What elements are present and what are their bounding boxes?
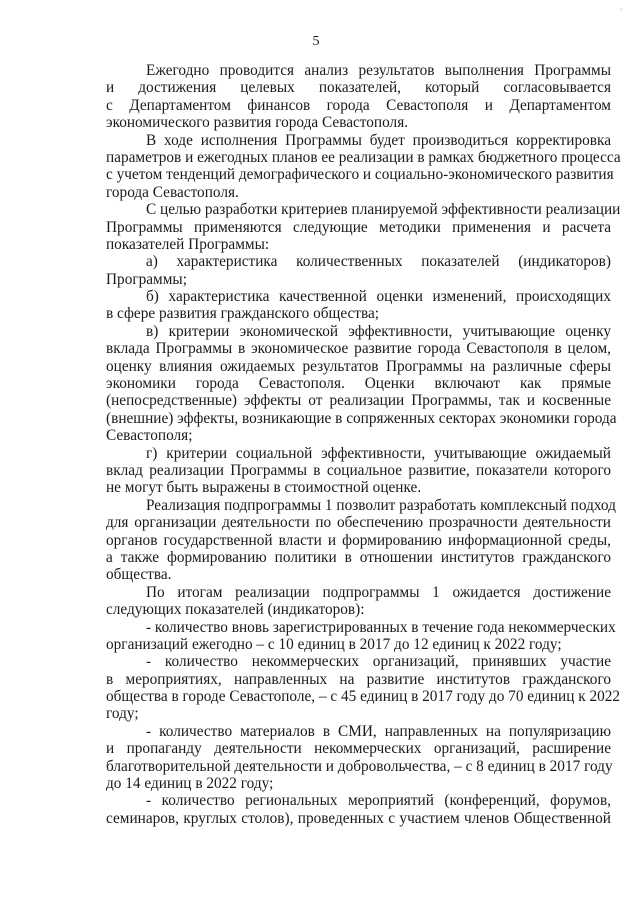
text-line: а также формированию политики в отношении институтов гражданского bbox=[106, 548, 611, 566]
body-text bbox=[106, 62, 621, 827]
text-line: показателей Программы: bbox=[106, 235, 270, 253]
text-line: следующих показателей (индикаторов): bbox=[106, 601, 365, 619]
text-line: Севастополя; bbox=[106, 427, 193, 445]
page-number: 5 bbox=[312, 34, 320, 49]
text-line: вклада Программы в экономическое развитие города Севастополя в целом, bbox=[106, 340, 611, 358]
text-line: города Севастополя. bbox=[106, 183, 239, 201]
text-line: в) критерии экономической эффективности, учитывающие оценку bbox=[146, 322, 611, 340]
text-line: б) характеристика качественной оценки изменений, происходящих bbox=[146, 288, 611, 306]
paragraph bbox=[106, 496, 616, 584]
text-line: параметров и ежегодных планов ее реализации в рамках бюджетного процесса bbox=[106, 148, 621, 166]
paragraph bbox=[106, 584, 611, 619]
margin-mark: ' bbox=[620, 7, 622, 17]
text-line: а) характеристика количественных показателей (индикаторов) bbox=[146, 253, 611, 271]
text-line: г) критерии социальной эффективности, учитывающие ожидаемый bbox=[146, 444, 611, 462]
text-line: Программы применяются следующие методики применения и расчета bbox=[106, 218, 611, 236]
paragraph bbox=[106, 288, 611, 323]
text-line: до 14 единиц в 2022 году; bbox=[106, 775, 274, 793]
text-line: с Департаментом финансов города Севастополя и Департаментом bbox=[106, 96, 611, 114]
text-line: с учетом тенденций демографического и социально-экономического развития bbox=[106, 166, 614, 184]
text-line: общества в городе Севастополе, – с 45 единиц в 2017 году до 70 единиц к 2022 bbox=[106, 688, 621, 706]
paragraph bbox=[106, 723, 611, 793]
text-line: и пропаганду деятельности некоммерческих организаций, расширение bbox=[106, 740, 611, 758]
text-line: не могут быть выражены в стоимостной оценке. bbox=[106, 479, 422, 497]
text-line: оценку влияния ожидаемых результатов Программы на различные сферы bbox=[106, 357, 611, 375]
text-line: и достижения целевых показателей, который согласовывается bbox=[106, 79, 611, 97]
paragraph bbox=[106, 322, 617, 445]
text-line: (непосредственные) эффекты от реализации Программы, так и косвенные bbox=[106, 392, 611, 410]
text-line: в мероприятиях, направленных на развитие институтов гражданского bbox=[106, 670, 611, 688]
text-line: В ходе исполнения Программы будет производиться корректировка bbox=[146, 131, 611, 149]
text-line: Реализация подпрограммы 1 позволит разработать комплексный подход bbox=[146, 496, 616, 514]
paragraph bbox=[106, 653, 621, 723]
text-line: - количество региональных мероприятий (конференций, форумов, bbox=[146, 792, 611, 810]
text-line: благотворительной деятельности и добровольчества, – с 8 единиц в 2017 году bbox=[106, 757, 613, 775]
paragraph bbox=[106, 253, 611, 288]
text-line: экономического развития города Севастополя. bbox=[106, 114, 409, 132]
text-line: - количество некоммерческих организаций, принявших участие bbox=[146, 653, 611, 671]
paragraph bbox=[106, 201, 621, 253]
text-line: - количество материалов в СМИ, направленных на популяризацию bbox=[146, 722, 611, 740]
paragraph bbox=[106, 131, 621, 202]
paragraph bbox=[106, 792, 611, 827]
paragraph bbox=[106, 62, 611, 132]
text-line: органов государственной власти и формированию информационной среды, bbox=[106, 531, 611, 549]
paragraph bbox=[106, 618, 616, 654]
text-line: экономики города Севастополя. Оценки включают как прямые bbox=[106, 375, 611, 393]
text-line: семинаров, круглых столов), проведенных с участием членов Общественной bbox=[106, 809, 611, 827]
text-line: общества. bbox=[106, 566, 172, 584]
text-line: По итогам реализации подпрограммы 1 ожидается достижение bbox=[146, 583, 611, 601]
paragraph bbox=[106, 445, 611, 497]
text-line: году; bbox=[106, 705, 139, 723]
text-line: (внешние) эффекты, возникающие в сопряженных секторах экономики города bbox=[106, 409, 617, 427]
text-line: Ежегодно проводится анализ результатов выполнения Программы bbox=[146, 62, 611, 79]
text-line: - количество вновь зарегистрированных в течение года некоммерческих bbox=[146, 618, 616, 636]
text-line: вклад реализации Программы в социальное развитие, показатели которого bbox=[106, 461, 611, 479]
text-line: Программы; bbox=[106, 270, 187, 288]
text-line: организаций ежегодно – с 10 единиц в 2017 до 12 единиц к 2022 году; bbox=[106, 635, 562, 653]
text-line: С целью разработки критериев планируемой эффективности реализации bbox=[146, 201, 621, 219]
text-line: для организации деятельности по обеспечению прозрачности деятельности bbox=[106, 514, 611, 532]
text-line: в сфере развития гражданского общества; bbox=[106, 305, 380, 323]
